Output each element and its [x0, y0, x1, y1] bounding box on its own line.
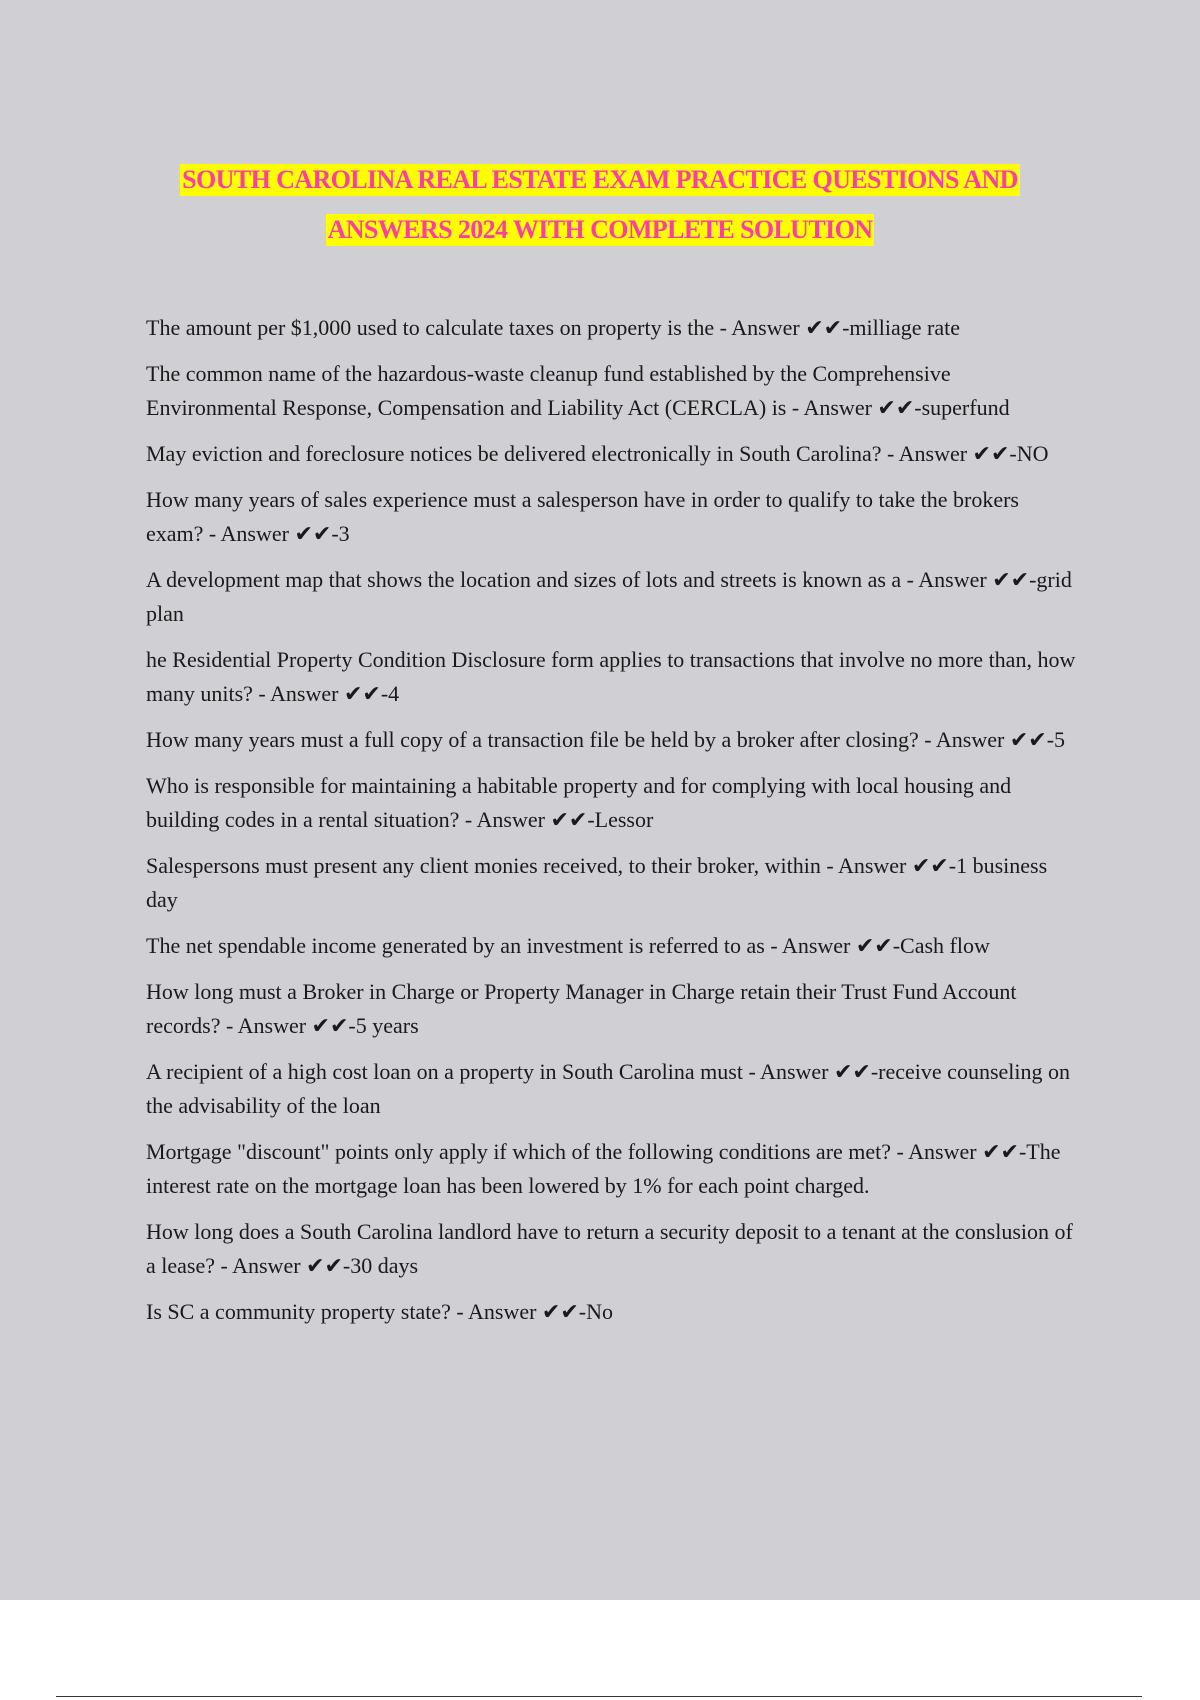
- qa-item: The common name of the hazardous-waste cleanup fund established by the Comprehensive Environmental Response, Compensation and Liability Act (CERCLA) is - Answer ✔✔-superfund: [146, 361, 1010, 420]
- qa-item: The net spendable income generated by an investment is referred to as - Answer ✔✔-Cash flow: [146, 933, 990, 958]
- qa-item: How many years of sales experience must a salesperson have in order to qualify to take the brokers exam? - Answer ✔✔-3: [146, 487, 1019, 546]
- qa-item: Who is responsible for maintaining a habitable property and for complying with local housing and building codes in a rental situation? - Answer ✔✔-Lessor: [146, 773, 1012, 832]
- qa-item: A recipient of a high cost loan on a property in South Carolina must - Answer ✔✔-receive counseling on the advisability of the loan: [146, 1059, 1070, 1118]
- page-bottom-margin: [0, 1600, 1200, 1700]
- footer-divider: [56, 1696, 1142, 1697]
- qa-item: Mortgage "discount" points only apply if which of the following conditions are met? - Answer ✔✔-The interest rate on the mortgage loan has been lowered by 1% for each point charged.: [146, 1139, 1061, 1198]
- qa-item: How long does a South Carolina landlord have to return a security deposit to a tenant at the conslusion of a lease? - Answer ✔✔-30 days: [146, 1219, 1073, 1278]
- qa-item: May eviction and foreclosure notices be delivered electronically in South Carolina? - Answer ✔✔-NO: [146, 441, 1049, 466]
- title-line-1: SOUTH CAROLINA REAL ESTATE EXAM PRACTICE QUESTIONS AND: [182, 165, 1018, 194]
- qa-list: [146, 311, 1080, 1341]
- qa-item: How long must a Broker in Charge or Property Manager in Charge retain their Trust Fund Account records? - Answer ✔✔-5 years: [146, 979, 1017, 1038]
- qa-item: Salespersons must present any client monies received, to their broker, within - Answer ✔✔-1 business day: [146, 853, 1048, 912]
- qa-item: he Residential Property Condition Disclosure form applies to transactions that involve no more than, how many units? - Answer ✔✔-4: [146, 647, 1076, 706]
- qa-item: A development map that shows the location and sizes of lots and streets is known as a - Answer ✔✔-grid plan: [146, 567, 1072, 626]
- qa-item: How many years must a full copy of a transaction file be held by a broker after closing? - Answer ✔✔-5: [146, 727, 1066, 752]
- qa-item: The amount per $1,000 used to calculate taxes on property is the - Answer ✔✔-milliage rate: [146, 315, 960, 340]
- document-title: [0, 164, 1200, 246]
- title-line-2: ANSWERS 2024 WITH COMPLETE SOLUTION: [327, 215, 873, 244]
- qa-item: Is SC a community property state? - Answer ✔✔-No: [146, 1299, 614, 1324]
